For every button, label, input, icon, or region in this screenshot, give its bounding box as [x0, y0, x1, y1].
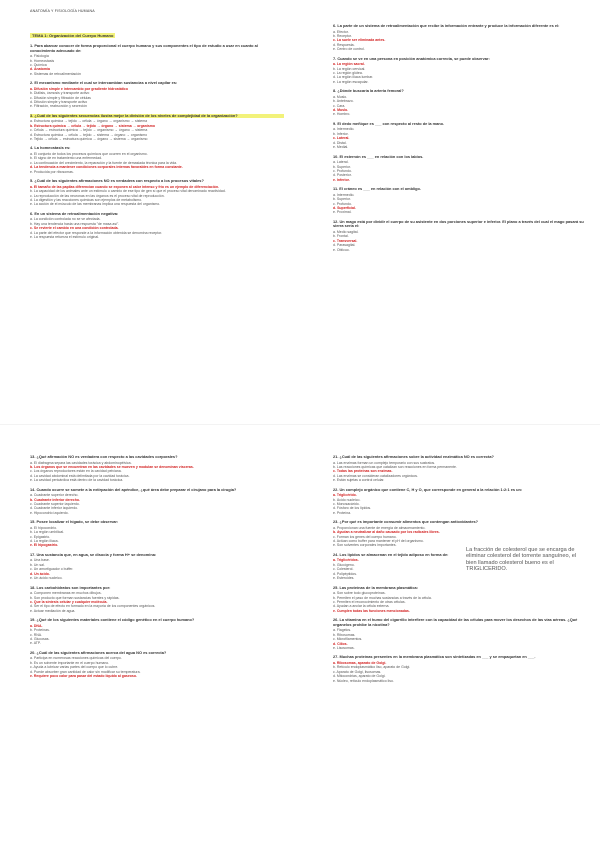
- question-block: [333, 155, 587, 183]
- answer-option: d. Glucosas.: [30, 636, 50, 641]
- answer-option: c. La región glútea.: [333, 71, 363, 76]
- answer-option: b. Permiten el paso de muchas sustancias a través de la célula.: [333, 595, 432, 600]
- answer-option-correct: b. Los órganos que se encuentran en las cavidades se mueven y modulan se denominan vísceras.: [30, 465, 194, 469]
- answer-option: b. Receptor.: [333, 34, 352, 38]
- answer-option: c. Aparato de Golgi, lisosomas.: [333, 669, 382, 674]
- answer-option: e. Actuar mediación de agua.: [30, 608, 76, 613]
- answer-option: b. El signo de en tratamiento una enfermedad.: [30, 156, 102, 161]
- answer-option-correct: c. Transversal.: [333, 238, 358, 243]
- question-block: [30, 488, 284, 516]
- question-block: [333, 520, 587, 548]
- answer-option: e. Lisosomas.: [333, 645, 355, 650]
- answer-option: d. Las enzimas se consideran catalizadores orgánicos.: [333, 473, 419, 478]
- answer-option: e. La respuesta refuerza el estímulo original.: [30, 234, 100, 239]
- answer-option: d. Actúan como buffer para mantener el pH del organismo.: [333, 539, 424, 544]
- answer-option-correct: a. Difusión simple e intercambio por gradiente hidrostático: [30, 86, 129, 91]
- question-stem: 26. La vitamina en el humo del cigarrillo interfiere con la capacidad de las células para mover los desechos de las vías aéreas. ¿Qué organelos prohíbe la nicotina?: [333, 617, 578, 627]
- answer-option: a. Cuadrante superior derecho.: [30, 493, 79, 498]
- answer-option: a. Participa en numerosas reacciones químicas del cuerpo.: [30, 656, 122, 661]
- question-block: [30, 651, 284, 679]
- answer-option: b. Retículo endoplasmático liso, aparato de Golgi.: [333, 665, 411, 670]
- answer-option: c. Epigastrio.: [30, 534, 51, 539]
- question-block: [30, 586, 284, 614]
- answer-option: b. Proteínas.: [30, 628, 50, 633]
- answer-option: d. La región ilíaca lumbar.: [333, 75, 374, 80]
- answer-option: d. Cuadrante inferior izquierdo.: [30, 506, 79, 511]
- answer-option: a. Muslo.: [333, 94, 348, 99]
- answer-option: a. El diafragma separa las cavidades torácica y abdominopélvica.: [30, 460, 132, 465]
- question-block: [333, 586, 587, 614]
- answer-option: a. Son sobre todo glucoproteínas.: [333, 591, 386, 596]
- answer-option: c. Colesterol.: [333, 567, 354, 572]
- answer-option: b. Un sal.: [30, 562, 45, 567]
- answer-option-correct: d. La tendencia a mantener condiciones corporales internas favorables en forma constante.: [30, 165, 183, 170]
- question-stem: 27. Muchas proteínas presentes en la membrana plasmática son sintetizadas en ___ y se empaquetan en ___.: [333, 654, 536, 660]
- question-block: [333, 24, 587, 52]
- answer-option: b. Frontal.: [333, 234, 349, 239]
- answer-option: a. Proporcionan una fuente de energía de almacenamiento.: [333, 525, 426, 530]
- question-stem: 5. ¿Cuál de las siguientes afirmaciones NO es verdadera con respecto a los procesos vitales?: [30, 178, 204, 184]
- answer-option: d. La parte del efector que responde a la información obtenida se denomina receptor.: [30, 230, 163, 235]
- answer-option: c. Célula → estructura química → tejido → organismo → órgano → sistema: [30, 128, 148, 133]
- answer-option: a. El hipocondrio.: [30, 525, 58, 530]
- question-stem: 8. ¿Dónde buscaría la arteria femoral?: [333, 88, 404, 94]
- answer-option: e. Esteroides.: [333, 576, 355, 581]
- answer-option: c. Ayuda a lubricar varias partes del cuerpo que lo cubre.: [30, 665, 119, 670]
- answer-option: e. La acción de el músculo de las membranas implica una respuesta del organismo.: [30, 202, 161, 207]
- question-block: [333, 89, 587, 117]
- answer-option-correct: a. Ribosomas, aparato de Golgi.: [333, 660, 387, 665]
- answer-option: b. Superior.: [333, 197, 351, 202]
- answer-option: b. La región cervical.: [333, 66, 366, 71]
- answer-option: e. Núcleo, retículo endoplasmático liso.: [333, 678, 394, 683]
- answer-option: e. Están sujetas a control celular.: [333, 478, 385, 483]
- answer-option: c. Profundo.: [333, 168, 352, 173]
- answer-option-correct: e. Cumplen todas las funciones mencionadas.: [333, 608, 410, 613]
- answer-option-correct: c. Lateral.: [333, 136, 350, 141]
- answer-option: e. Producida por ribosomas.: [30, 169, 74, 174]
- answer-option-correct: d. Muslo.: [333, 108, 349, 113]
- answer-option-correct: a. El tamaño de las papilas diferencian cuando se exponen al calor intenso y frío es un ejemplo de diferenciación.: [30, 184, 220, 189]
- answer-option-correct: a. Triglicéridos.: [333, 558, 359, 563]
- question-stem: 14. Cuando ocurre se somete a la extirpación del apéndice, ¿qué área debe preparar el cirujano para la cirugía?: [30, 486, 237, 492]
- answer-option-correct: e. El hipogastrio.: [30, 543, 59, 548]
- question-stem: 9. El dedo meñique es ___ con respecto al resto de la mano.: [333, 120, 445, 126]
- question-block: [30, 618, 284, 646]
- answer-option: d. Ser el tipo de efecto en formado en la mayoría de los componentes orgánicos.: [30, 604, 156, 609]
- answer-option: b. Ácido nucleico.: [333, 497, 361, 502]
- answer-option: b. Es un solvente importante en el cuerpo humano.: [30, 660, 110, 665]
- answer-option-correct: c. La suele ser eliminada antes.: [333, 38, 386, 43]
- question-block: [30, 81, 284, 109]
- colesterol-note: La fracción de colesterol que se encarga de eliminar colesterol del torrente sanguíneo, el bien llamado colesterol bueno es el TRIGLICERIDO.: [466, 547, 577, 573]
- answer-option-correct: b. Cuadrante inferior derecho.: [30, 497, 80, 502]
- answer-option-correct: a. La región sacral.: [333, 62, 365, 67]
- question-block: [333, 122, 587, 150]
- answer-option: a. Las enzimas forman un complejo temporario con sus sustratos.: [333, 460, 436, 465]
- answer-option: e. Hombro.: [333, 112, 351, 117]
- answer-option: b. Ribosomas.: [333, 632, 356, 637]
- answer-option: a. Intermedio.: [333, 127, 355, 132]
- answer-option: a. Lateral.: [333, 160, 349, 165]
- question-stem: 18. Los carbohidratos son importantes por:: [30, 584, 111, 590]
- answer-option-correct: d. Un ácido.: [30, 571, 50, 576]
- answer-option: a. Flagelos.: [333, 628, 352, 633]
- answer-option: d. La digestión y las reacciones químicas son ejemplos de metabolismo.: [30, 197, 143, 202]
- question-block: [333, 187, 587, 215]
- answer-option: b. Superior.: [333, 164, 351, 169]
- question-stem: 6. La parte de un sistema de retroalimentación que recibe la información entrante y produce la información diferente es el:: [333, 24, 560, 28]
- question-block: [30, 212, 284, 240]
- answer-option-correct: e. Inferior.: [333, 177, 350, 182]
- topic-title: TEMA 1: Organización del Cuerpo Humano: [32, 33, 114, 38]
- answer-option-correct: a. DNA.: [30, 623, 43, 628]
- answer-option: c. Profundo.: [333, 201, 352, 206]
- answer-option: c. Un amortiguador o buffer.: [30, 567, 74, 572]
- question-stem: 4. La homeostasis es:: [30, 145, 71, 151]
- answer-option: e. La cavidad pericárdica está dentro de la cavidad torácica.: [30, 478, 124, 483]
- column-top-right: [333, 24, 587, 420]
- answer-option-correct: c. Todas las proteínas son enzimas.: [333, 469, 393, 474]
- answer-option: d. La cavidad abdominal está delimitada por la cavidad torácica.: [30, 473, 130, 478]
- answer-option: a. El conjunto de todos los procesos químicos que ocurren en el organismo.: [30, 152, 148, 157]
- answer-option: e. Un ácido nucleico.: [30, 576, 63, 581]
- answer-option: a. Una base.: [30, 558, 50, 563]
- answer-option: a. Componen membranas en muchos dibujos.: [30, 591, 102, 596]
- question-block: [333, 618, 587, 650]
- question-block: [30, 520, 284, 548]
- answer-option: d. Respuesta.: [333, 42, 355, 47]
- answer-option: c. Cuadrante superior izquierdo.: [30, 502, 80, 507]
- question-stem: 21. ¿Cuál de las siguientes afirmaciones sobre la actividad enzimática NO es correcta?: [333, 455, 494, 459]
- question-block: [333, 455, 587, 483]
- question-stem: 1. Para abarcar conocer de forma proporcional el cuerpo humano y sus componentes el tipo de estudio a usar en cuanto al conocimiento adecuado de:: [30, 43, 258, 53]
- answer-option-correct: d. Cilios.: [333, 641, 348, 646]
- question-stem: 17. Una sustancia que, en agua, se disocia y forma H+ se denomina:: [30, 551, 157, 557]
- answer-option: b. Hay una tendencia hasta una respuesta "de masa así".: [30, 221, 120, 226]
- answer-option: a. Efector.: [333, 29, 349, 34]
- answer-option: b. La capacidad de los animales ante un estímulo o cambio de ese tipo de gen sí que el proceso vital denominado reactividad.: [30, 189, 226, 194]
- answer-option: e. Son solventes corporales importantes.: [333, 543, 397, 548]
- question-stem: 25. Las proteínas de la membrana plasmática:: [333, 584, 418, 590]
- answer-option: d. Ayudan a anclar la célula externa.: [333, 604, 390, 609]
- answer-option-correct: d. Superficial.: [333, 205, 356, 210]
- answer-option: d. Distal.: [333, 140, 347, 145]
- document-header: ANATOMÍA Y FISIOLOGÍA HUMANA: [30, 9, 95, 13]
- answer-option: c. Monosacárido.: [333, 502, 360, 507]
- answer-option: d. Estructura química → célula → tejido → sistema → órgano → organismo: [30, 132, 148, 137]
- answer-option-correct: c. Se revierte el cambio en una condición controlada.: [30, 226, 119, 231]
- question-block: [333, 220, 587, 252]
- answer-option: e. Hipocondrio izquierdo.: [30, 510, 69, 515]
- answer-option: b. Son producto que forman sustancias fuentes y rápidas.: [30, 595, 120, 600]
- answer-option: a. Medio sagital.: [333, 229, 359, 234]
- question-block: [30, 146, 284, 174]
- answer-option: c. Forman los genes del cuerpo humano.: [333, 534, 397, 539]
- question-stem: 10. El esternón es ___ en relación con los labios.: [333, 153, 424, 159]
- column-bottom-right: [333, 455, 587, 845]
- answer-option: e. Filtración, reabsorción y secreción: [30, 104, 87, 109]
- question-stem: 12. Un mago está por dividir el cuerpo de su asistente en dos porciones superior e inferior. El plano a través del cual el mago pasará su sierra sería el:: [333, 218, 584, 229]
- answer-option: e. Tejido → célula → estructura química → órgano → sistema → organismo: [30, 137, 148, 142]
- question-block: [333, 655, 587, 683]
- answer-option: d. Fósforo de los lípidos.: [333, 506, 372, 511]
- answer-option: e. Medial.: [333, 145, 349, 150]
- answer-option: e. Oblicuo.: [333, 247, 350, 252]
- answer-option-correct: e. Requiere poco calor para pasar del estado líquido al gaseoso.: [30, 673, 137, 678]
- answer-option-correct: b. Estructura química → célula → tejido → órgano → sistema → organismo: [30, 123, 156, 128]
- answer-option-correct: d. Anatomía: [30, 67, 50, 72]
- answer-option: c. Cara.: [333, 103, 346, 108]
- answer-option: a. Fisiología: [30, 54, 49, 59]
- answer-option: d. Mitocondrias, aparato de Golgi.: [333, 674, 386, 679]
- question-stem: 3. ¿Cuál de las siguientes secuencias ilustra mejor la división de los niveles de complejidad de la organización?: [30, 114, 284, 119]
- question-block: [30, 44, 284, 76]
- answer-option: c. Los órganos reproductores están en la cavidad pelviana.: [30, 469, 122, 474]
- question-stem: 24. Los lípidos se almacenan en el tejido adiposo en forma de:: [333, 551, 449, 557]
- question-block: [30, 553, 284, 581]
- answer-option: b. Diálisis, ósmosis y transporte activo: [30, 91, 90, 96]
- answer-option: b. Glucógeno.: [333, 562, 355, 567]
- answer-option: e. Sistemas de retroalimentación: [30, 71, 81, 76]
- question-block: [30, 179, 284, 207]
- question-stem: 13. ¿Qué afirmación NO es verdadera con respecto a las cavidades corporales?: [30, 455, 178, 459]
- answer-option: d. Polipéptidos.: [333, 571, 357, 576]
- question-stem: 2. El mecanismo mediante el cual se intercambian sustancias a nivel capilar es:: [30, 80, 178, 86]
- question-block: [333, 57, 587, 85]
- question-stem: 7. Cuando se ve en una persona en posición anatómica correcta, se puede observar:: [333, 55, 490, 61]
- answer-option: c. La continuación del crecimiento, la reparación y la fuente de demasiada técnica para la vida.: [30, 160, 178, 165]
- question-block: [333, 488, 587, 516]
- answer-option: b. La región umbilical.: [30, 530, 65, 535]
- answer-option: c. La reproducción de las neuronas en las órganos es el proceso vital de reproducción.: [30, 193, 165, 198]
- answer-option: d. Posterior.: [333, 173, 352, 178]
- answer-option: e. Proximal.: [333, 210, 352, 215]
- question-stem: 6. En un sistema de retroalimentación negativa:: [30, 210, 119, 216]
- page-bottom: [0, 424, 600, 849]
- column-top-left: [30, 24, 284, 420]
- question-stem: 23. ¿Por qué es importante consumir alimentos que contengan antioxidantes?: [333, 519, 479, 525]
- answer-option: b. Antebrazo.: [333, 99, 354, 104]
- answer-option: a. Estructura química → tejido → célula → órgano → organismo → sistema: [30, 119, 148, 124]
- question-stem: 19. ¿Qué de los siguientes materiales contiene el código genético en el cuerpo humano?: [30, 617, 195, 623]
- answer-option-correct: c. Que la síntesis celular y cualquier molécula.: [30, 599, 108, 604]
- answer-option: b. Inferior.: [333, 131, 349, 136]
- answer-option: a. Intermedio.: [333, 192, 355, 197]
- answer-option: e. Centro de control.: [333, 47, 365, 52]
- question-stem: 20. ¿Cuál de las siguientes afirmaciones acerca del agua NO es correcta?: [30, 649, 167, 655]
- answer-option: d. Difusión simple y transporte activo: [30, 100, 88, 105]
- answer-option: b. Las reacciones químicas que catalizan son reacciones en forma permanente.: [333, 465, 457, 469]
- answer-option: e. Proteína.: [333, 510, 352, 515]
- answer-option: b. Homeostasis: [30, 58, 55, 63]
- answer-option: e. La región escapular.: [333, 79, 369, 84]
- answer-option: d. Parasagital.: [333, 243, 356, 248]
- answer-option: d. Puede absorber gran cantidad de calor sin modificar su temperatura.: [30, 669, 141, 674]
- question-block: [30, 114, 284, 142]
- answer-option: c. Microfilamentos.: [333, 637, 363, 642]
- question-stem: 22. Un complejo orgánico que contiene C, H y O, que corresponde en general a la relación 1:2:1 es un:: [333, 486, 523, 492]
- answer-option-correct: b. Ayudan a neutralizar al daño causado por los radicales libres.: [333, 530, 440, 535]
- question-stem: 15. Posee localizar el hígado, se debe observar:: [30, 519, 119, 525]
- answer-option: c. RNA.: [30, 632, 43, 637]
- page-top: [0, 0, 600, 424]
- answer-option: e. ATP.: [30, 641, 41, 646]
- answer-option: a. La condición controlada no se ve afectada.: [30, 217, 101, 222]
- answer-option: d. La región ilíaca.: [30, 539, 59, 544]
- answer-option: c. Difusión simple y filtración de células: [30, 95, 91, 100]
- question-block: [30, 455, 284, 483]
- answer-option: c. Permiten el reconocimiento de otras células.: [333, 599, 406, 604]
- column-bottom-left: [30, 455, 284, 845]
- answer-option: c. Química: [30, 63, 47, 67]
- answer-option-correct: a. Triglicérido.: [333, 493, 357, 498]
- question-stem: 11. El cráneo es ___ en relación con el ombligo.: [333, 186, 422, 192]
